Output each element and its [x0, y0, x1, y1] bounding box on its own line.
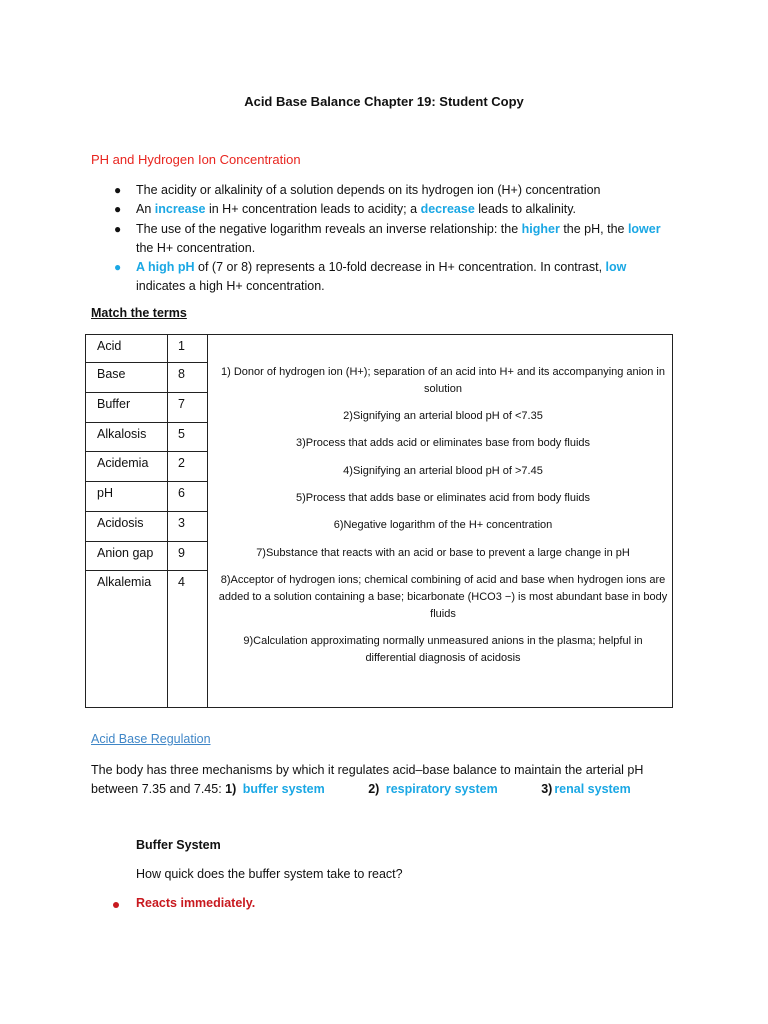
term-cell: Alkalemia: [86, 571, 168, 708]
mechanism-1-label: 1): [225, 782, 237, 796]
regulation-text-a: The body has three mechanisms by which it regulates acid–base balance to maintain the arterial pH: [91, 763, 644, 777]
definition-8: 8)Acceptor of hydrogen ions; chemical combining of acid and base when hydrogen ions are added to a solution containing a base; bicarbonate (HCO3 −) is most abundant base in body fluids: [218, 574, 668, 620]
answer-cell: 8: [168, 363, 208, 393]
bullet-4-text-a: of (7 or 8) represents a 10-fold decrease in H+ concentration. In contrast,: [194, 260, 606, 274]
answer-cell: 9: [168, 542, 208, 571]
bullet-3-text-c: the H+ concentration.: [136, 241, 256, 255]
mechanism-1: buffer system: [242, 782, 325, 796]
bullet-dot: ●: [114, 202, 122, 216]
definition-2: 2)Signifying an arterial blood pH of <7.35: [343, 410, 543, 422]
bullet-3-highlight-higher: higher: [521, 222, 560, 236]
regulation-text: [91, 761, 691, 799]
mechanism-3-label: 3): [541, 782, 553, 796]
bullet-2-text-a: An: [136, 202, 155, 216]
buffer-question: How quick does the buffer system take to react?: [136, 867, 403, 881]
answer-cell: 3: [168, 512, 208, 542]
bullet-2-highlight-decrease: decrease: [420, 202, 475, 216]
bullet-dot: ●: [114, 183, 122, 197]
bullet-4: [114, 258, 696, 296]
term-cell: pH: [86, 482, 168, 512]
term-cell: Base: [86, 363, 168, 393]
mechanism-2-label: 2): [368, 782, 380, 796]
regulation-text-b: between 7.35 and 7.45:: [91, 782, 226, 796]
term-cell: Acid: [86, 335, 168, 363]
term-cell: Buffer: [86, 393, 168, 423]
match-table: [85, 334, 673, 708]
section-heading-ph: PH and Hydrogen Ion Concentration: [91, 152, 301, 167]
bullet-2-highlight-increase: increase: [154, 202, 206, 216]
answer-cell: 4: [168, 571, 208, 708]
answer-bullet-dot: [113, 902, 119, 908]
mechanism-2: respiratory system: [385, 782, 498, 796]
definition-4: 4)Signifying an arterial blood pH of >7.45: [343, 465, 543, 477]
bullet-3-text-b: the pH, the: [559, 222, 628, 236]
answer-cell: 5: [168, 423, 208, 452]
bullet-1-text: The acidity or alkalinity of a solution depends on its hydrogen ion (H+) concentration: [136, 183, 601, 197]
buffer-answer: Reacts immediately.: [136, 896, 256, 910]
answer-cell: 6: [168, 482, 208, 512]
bullet-4-text-b: indicates a high H+ concentration.: [136, 279, 325, 293]
term-cell: Anion gap: [86, 542, 168, 571]
term-cell: Alkalosis: [86, 423, 168, 452]
bullet-4-highlight-high-ph: A high pH: [136, 260, 195, 274]
bullet-dot: ●: [114, 260, 122, 274]
bullet-4-highlight-low: low: [605, 260, 627, 274]
term-cell: Acidosis: [86, 512, 168, 542]
bullet-2-text-b: in H+ concentration leads to acidity; a: [205, 202, 421, 216]
definition-1: 1) Donor of hydrogen ion (H+); separation of an acid into H+ and its accompanying anion in solution: [221, 366, 665, 395]
definition-6: 6)Negative logarithm of the H+ concentration: [333, 519, 553, 531]
definition-5: 5)Process that adds base or eliminates acid from body fluids: [295, 492, 591, 504]
page-title: Acid Base Balance Chapter 19: Student Copy: [244, 94, 524, 109]
answer-cell: 7: [168, 393, 208, 423]
bullet-2: [114, 200, 696, 219]
bullet-3-highlight-lower: lower: [627, 222, 661, 236]
answer-cell: 1: [168, 335, 208, 363]
regulation-heading: Acid Base Regulation: [91, 732, 211, 746]
definitions-cell: [208, 335, 673, 708]
table-row: [86, 335, 673, 363]
bullet-3-text-a: The use of the negative logarithm reveals an inverse relationship: the: [136, 222, 522, 236]
definition-3: 3)Process that adds acid or eliminates base from body fluids: [295, 437, 591, 449]
buffer-heading: Buffer System: [136, 838, 221, 852]
bullet-1: [114, 181, 696, 200]
match-heading: Match the terms: [91, 306, 187, 320]
term-cell: Acidemia: [86, 452, 168, 482]
mechanism-3: renal system: [554, 782, 631, 796]
bullet-2-text-c: leads to alkalinity.: [474, 202, 576, 216]
definition-7: 7)Substance that reacts with an acid or base to prevent a large change in pH: [256, 547, 630, 559]
bullet-3: [114, 220, 696, 258]
definition-9: 9)Calculation approximating normally unmeasured anions in the plasma; helpful in differential diagnosis of acidosis: [243, 635, 643, 664]
bullet-dot: ●: [114, 222, 122, 236]
answer-cell: 2: [168, 452, 208, 482]
